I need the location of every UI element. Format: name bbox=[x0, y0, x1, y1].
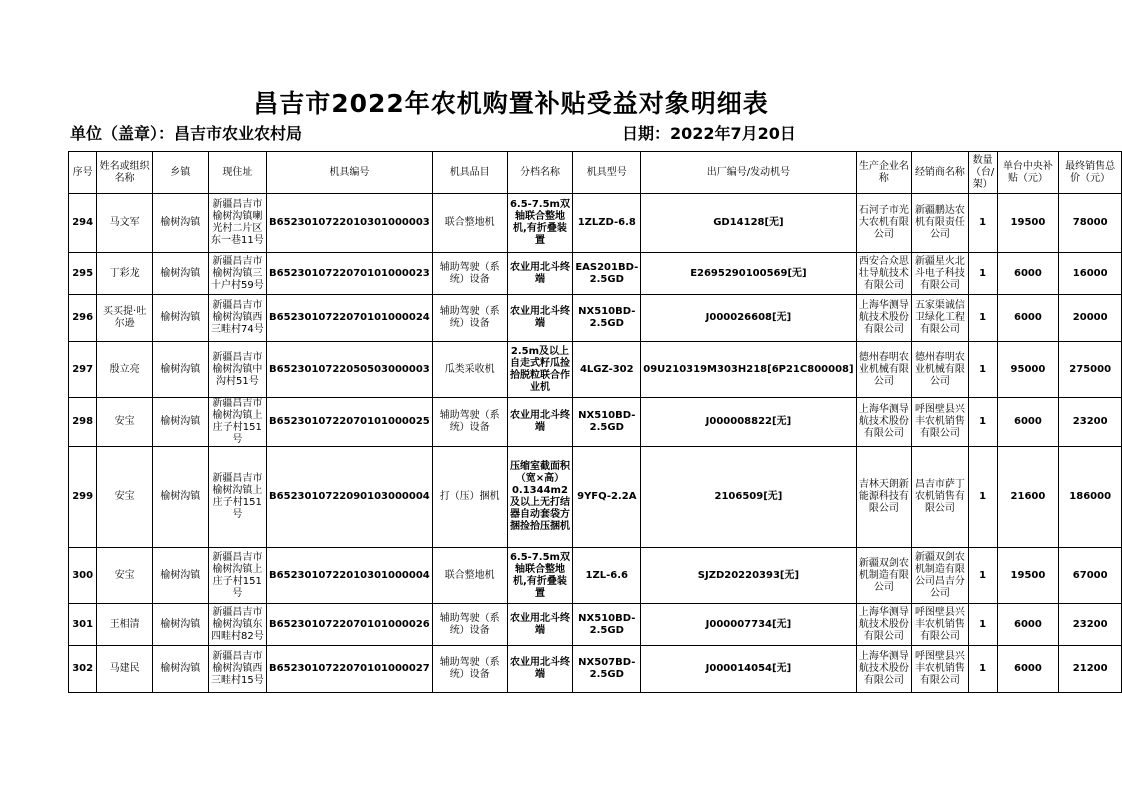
table-cell: 23200 bbox=[1059, 604, 1122, 646]
table-cell: 上海华测导航技术股份有限公司 bbox=[856, 295, 912, 342]
table-cell: 1 bbox=[968, 342, 997, 398]
column-header: 机具型号 bbox=[573, 152, 641, 194]
table-cell: 买买提·吐尔逊 bbox=[97, 295, 153, 342]
table-cell: 榆树沟镇 bbox=[152, 646, 208, 693]
table-cell: 新疆双剑农机制造有限公司 bbox=[856, 548, 912, 604]
column-header: 分档名称 bbox=[507, 152, 573, 194]
table-cell: 辅助驾驶（系统）设备 bbox=[432, 295, 507, 342]
table-cell: 298 bbox=[69, 398, 97, 447]
table-cell: 安宝 bbox=[97, 548, 153, 604]
column-header: 机具编号 bbox=[267, 152, 433, 194]
table-cell: B6523010722070101000023 bbox=[267, 253, 433, 295]
table-cell: 95000 bbox=[997, 342, 1059, 398]
table-cell: 马文军 bbox=[97, 194, 153, 253]
table-cell: 新疆星火北斗电子科技有限公司 bbox=[912, 253, 968, 295]
table-row bbox=[69, 646, 1122, 693]
table-cell: 6000 bbox=[997, 398, 1059, 447]
table-cell: 联合整地机 bbox=[432, 194, 507, 253]
table-cell: 6000 bbox=[997, 604, 1059, 646]
table-cell: 殷立亮 bbox=[97, 342, 153, 398]
table-cell: 301 bbox=[69, 604, 97, 646]
table-cell: 西安合众思壮导航技术有限公司 bbox=[856, 253, 912, 295]
table-cell: 6.5-7.5m双轴联合整地机,有折叠装置 bbox=[507, 194, 573, 253]
table-cell: 1ZL-6.6 bbox=[573, 548, 641, 604]
table-cell: B6523010722050503000003 bbox=[267, 342, 433, 398]
table-row bbox=[69, 194, 1122, 253]
table-cell: NX507BD-2.5GD bbox=[573, 646, 641, 693]
table-cell: 辅助驾驶（系统）设备 bbox=[432, 646, 507, 693]
table-cell: 新疆昌吉市榆树沟镇上庄子村151号 bbox=[208, 447, 266, 548]
column-header: 机具品目 bbox=[432, 152, 507, 194]
table-body bbox=[69, 194, 1122, 693]
table-cell: 农业用北斗终端 bbox=[507, 604, 573, 646]
unit-label: 单位（盖章）：昌吉市农业农村局 bbox=[70, 124, 303, 143]
table-cell: 4LGZ-302 bbox=[573, 342, 641, 398]
column-header: 姓名或组织名称 bbox=[97, 152, 153, 194]
table-cell: 榆树沟镇 bbox=[152, 194, 208, 253]
table-cell: 19500 bbox=[997, 548, 1059, 604]
table-cell: 302 bbox=[69, 646, 97, 693]
table-cell: 23200 bbox=[1059, 398, 1122, 447]
table-cell: 农业用北斗终端 bbox=[507, 398, 573, 447]
table-cell: 瓜类采收机 bbox=[432, 342, 507, 398]
table-cell: 2106509[无] bbox=[641, 447, 856, 548]
table-header-row bbox=[69, 152, 1122, 194]
table-cell: 295 bbox=[69, 253, 97, 295]
table-cell: 榆树沟镇 bbox=[152, 295, 208, 342]
table-cell: 农业用北斗终端 bbox=[507, 646, 573, 693]
table-cell: 67000 bbox=[1059, 548, 1122, 604]
table-cell: SJZD20220393[无] bbox=[641, 548, 856, 604]
table-cell: 1 bbox=[968, 398, 997, 447]
table-cell: 农业用北斗终端 bbox=[507, 295, 573, 342]
table-cell: 新疆双剑农机制造有限公司昌吉分公司 bbox=[912, 548, 968, 604]
table-cell: 五家渠诚信卫绿化工程有限公司 bbox=[912, 295, 968, 342]
column-header: 序号 bbox=[69, 152, 97, 194]
table-cell: 296 bbox=[69, 295, 97, 342]
table-row bbox=[69, 295, 1122, 342]
table-cell: 呼图壁县兴丰农机销售有限公司 bbox=[912, 604, 968, 646]
table-cell: 新疆昌吉市榆树沟镇喇光村二片区东一巷11号 bbox=[208, 194, 266, 253]
table-cell: NX510BD-2.5GD bbox=[573, 295, 641, 342]
table-cell: 6.5-7.5m双轴联合整地机,有折叠装置 bbox=[507, 548, 573, 604]
table-cell: 21200 bbox=[1059, 646, 1122, 693]
table-cell: 辅助驾驶（系统）设备 bbox=[432, 398, 507, 447]
table-cell: EAS201BD-2.5GD bbox=[573, 253, 641, 295]
table-row bbox=[69, 548, 1122, 604]
table-cell: B6523010722010301000004 bbox=[267, 548, 433, 604]
table-cell: 1ZLZD-6.8 bbox=[573, 194, 641, 253]
table-cell: 昌吉市萨丁农机销售有限公司 bbox=[912, 447, 968, 548]
column-header: 乡镇 bbox=[152, 152, 208, 194]
column-header: 现住址 bbox=[208, 152, 266, 194]
table-cell: 榆树沟镇 bbox=[152, 398, 208, 447]
table-cell: 石河子市光大农机有限公司 bbox=[856, 194, 912, 253]
table-cell: 1 bbox=[968, 604, 997, 646]
page-title: 昌吉市2022年农机购置补贴受益对象明细表 bbox=[253, 89, 769, 118]
table-cell: 新疆昌吉市榆树沟镇中沟村51号 bbox=[208, 342, 266, 398]
column-header: 数量（台/架） bbox=[968, 152, 997, 194]
table-cell: B6523010722070101000024 bbox=[267, 295, 433, 342]
table-cell: 榆树沟镇 bbox=[152, 447, 208, 548]
table-cell: 马建民 bbox=[97, 646, 153, 693]
table-cell: 上海华测导航技术股份有限公司 bbox=[856, 398, 912, 447]
table-cell: J000014054[无] bbox=[641, 646, 856, 693]
table-cell: 上海华测导航技术股份有限公司 bbox=[856, 646, 912, 693]
date-label: 日期：2022年7月20日 bbox=[622, 124, 796, 143]
table-cell: 吉林天朗新能源科技有限公司 bbox=[856, 447, 912, 548]
column-header: 生产企业名称 bbox=[856, 152, 912, 194]
table-cell: 6000 bbox=[997, 646, 1059, 693]
table-cell: 压缩室截面积（宽×高）0.1344m2及以上无打结器自动套袋方捆捡拾压捆机 bbox=[507, 447, 573, 548]
table-cell: 呼图壁县兴丰农机销售有限公司 bbox=[912, 646, 968, 693]
table-cell: 186000 bbox=[1059, 447, 1122, 548]
table-cell: NX510BD-2.5GD bbox=[573, 604, 641, 646]
table-cell: 299 bbox=[69, 447, 97, 548]
table-cell: 丁彩龙 bbox=[97, 253, 153, 295]
table-row bbox=[69, 253, 1122, 295]
table-cell: 新疆昌吉市榆树沟镇三十户村59号 bbox=[208, 253, 266, 295]
table-cell: 1 bbox=[968, 295, 997, 342]
table-cell: B6523010722010301000003 bbox=[267, 194, 433, 253]
table-cell: 安宝 bbox=[97, 398, 153, 447]
table-cell: 榆树沟镇 bbox=[152, 604, 208, 646]
table-cell: 新疆昌吉市榆树沟镇西三畦村15号 bbox=[208, 646, 266, 693]
table-cell: 农业用北斗终端 bbox=[507, 253, 573, 295]
table-cell: 294 bbox=[69, 194, 97, 253]
table-cell: 1 bbox=[968, 646, 997, 693]
table-row bbox=[69, 398, 1122, 447]
table-cell: 19500 bbox=[997, 194, 1059, 253]
table-cell: 09U210319M303H218[6P21C800008] bbox=[641, 342, 856, 398]
table-cell: 16000 bbox=[1059, 253, 1122, 295]
table-cell: 新疆昌吉市榆树沟镇东四畦村82号 bbox=[208, 604, 266, 646]
table-cell: 9YFQ-2.2A bbox=[573, 447, 641, 548]
table-cell: 德州春明农业机械有限公司 bbox=[856, 342, 912, 398]
table-cell: J000026608[无] bbox=[641, 295, 856, 342]
table-row bbox=[69, 342, 1122, 398]
table-cell: 6000 bbox=[997, 295, 1059, 342]
table-cell: 275000 bbox=[1059, 342, 1122, 398]
table-cell: B6523010722090103000004 bbox=[267, 447, 433, 548]
table-cell: E2695290100569[无] bbox=[641, 253, 856, 295]
table-cell: 20000 bbox=[1059, 295, 1122, 342]
table-cell: 78000 bbox=[1059, 194, 1122, 253]
beneficiary-table bbox=[68, 151, 1122, 693]
table-cell: 榆树沟镇 bbox=[152, 342, 208, 398]
table-cell: J000008822[无] bbox=[641, 398, 856, 447]
table-cell: B6523010722070101000026 bbox=[267, 604, 433, 646]
table-cell: 榆树沟镇 bbox=[152, 253, 208, 295]
table-cell: 新疆鹏达农机有限责任公司 bbox=[912, 194, 968, 253]
column-header: 出厂编号/发动机号 bbox=[641, 152, 856, 194]
table-cell: 新疆昌吉市榆树沟镇上庄子村151号 bbox=[208, 398, 266, 447]
table-cell: 联合整地机 bbox=[432, 548, 507, 604]
table-cell: 1 bbox=[968, 194, 997, 253]
column-header: 最终销售总价（元） bbox=[1059, 152, 1122, 194]
table-row bbox=[69, 604, 1122, 646]
table-cell: 德州春明农业机械有限公司 bbox=[912, 342, 968, 398]
table-cell: 呼图壁县兴丰农机销售有限公司 bbox=[912, 398, 968, 447]
table-cell: 300 bbox=[69, 548, 97, 604]
table-cell: B6523010722070101000025 bbox=[267, 398, 433, 447]
table-cell: 上海华测导航技术股份有限公司 bbox=[856, 604, 912, 646]
table-cell: 新疆昌吉市榆树沟镇西三畦村74号 bbox=[208, 295, 266, 342]
table-cell: 2.5m及以上自走式籽瓜捡拾脱粒联合作业机 bbox=[507, 342, 573, 398]
table-row bbox=[69, 447, 1122, 548]
column-header: 单台中央补贴（元） bbox=[997, 152, 1059, 194]
table-cell: NX510BD-2.5GD bbox=[573, 398, 641, 447]
table-cell: B6523010722070101000027 bbox=[267, 646, 433, 693]
table-cell: 1 bbox=[968, 548, 997, 604]
column-header: 经销商名称 bbox=[912, 152, 968, 194]
table-cell: 297 bbox=[69, 342, 97, 398]
table-cell: 辅助驾驶（系统）设备 bbox=[432, 604, 507, 646]
table-cell: 榆树沟镇 bbox=[152, 548, 208, 604]
table-cell: 辅助驾驶（系统）设备 bbox=[432, 253, 507, 295]
table-cell: 新疆昌吉市榆树沟镇上庄子村151号 bbox=[208, 548, 266, 604]
table-cell: GD14128[无] bbox=[641, 194, 856, 253]
table-cell: 安宝 bbox=[97, 447, 153, 548]
table-cell: 王相清 bbox=[97, 604, 153, 646]
table-cell: 打（压）捆机 bbox=[432, 447, 507, 548]
table-cell: 1 bbox=[968, 447, 997, 548]
table-cell: 1 bbox=[968, 253, 997, 295]
table-cell: 6000 bbox=[997, 253, 1059, 295]
table-cell: 21600 bbox=[997, 447, 1059, 548]
table-cell: J000007734[无] bbox=[641, 604, 856, 646]
